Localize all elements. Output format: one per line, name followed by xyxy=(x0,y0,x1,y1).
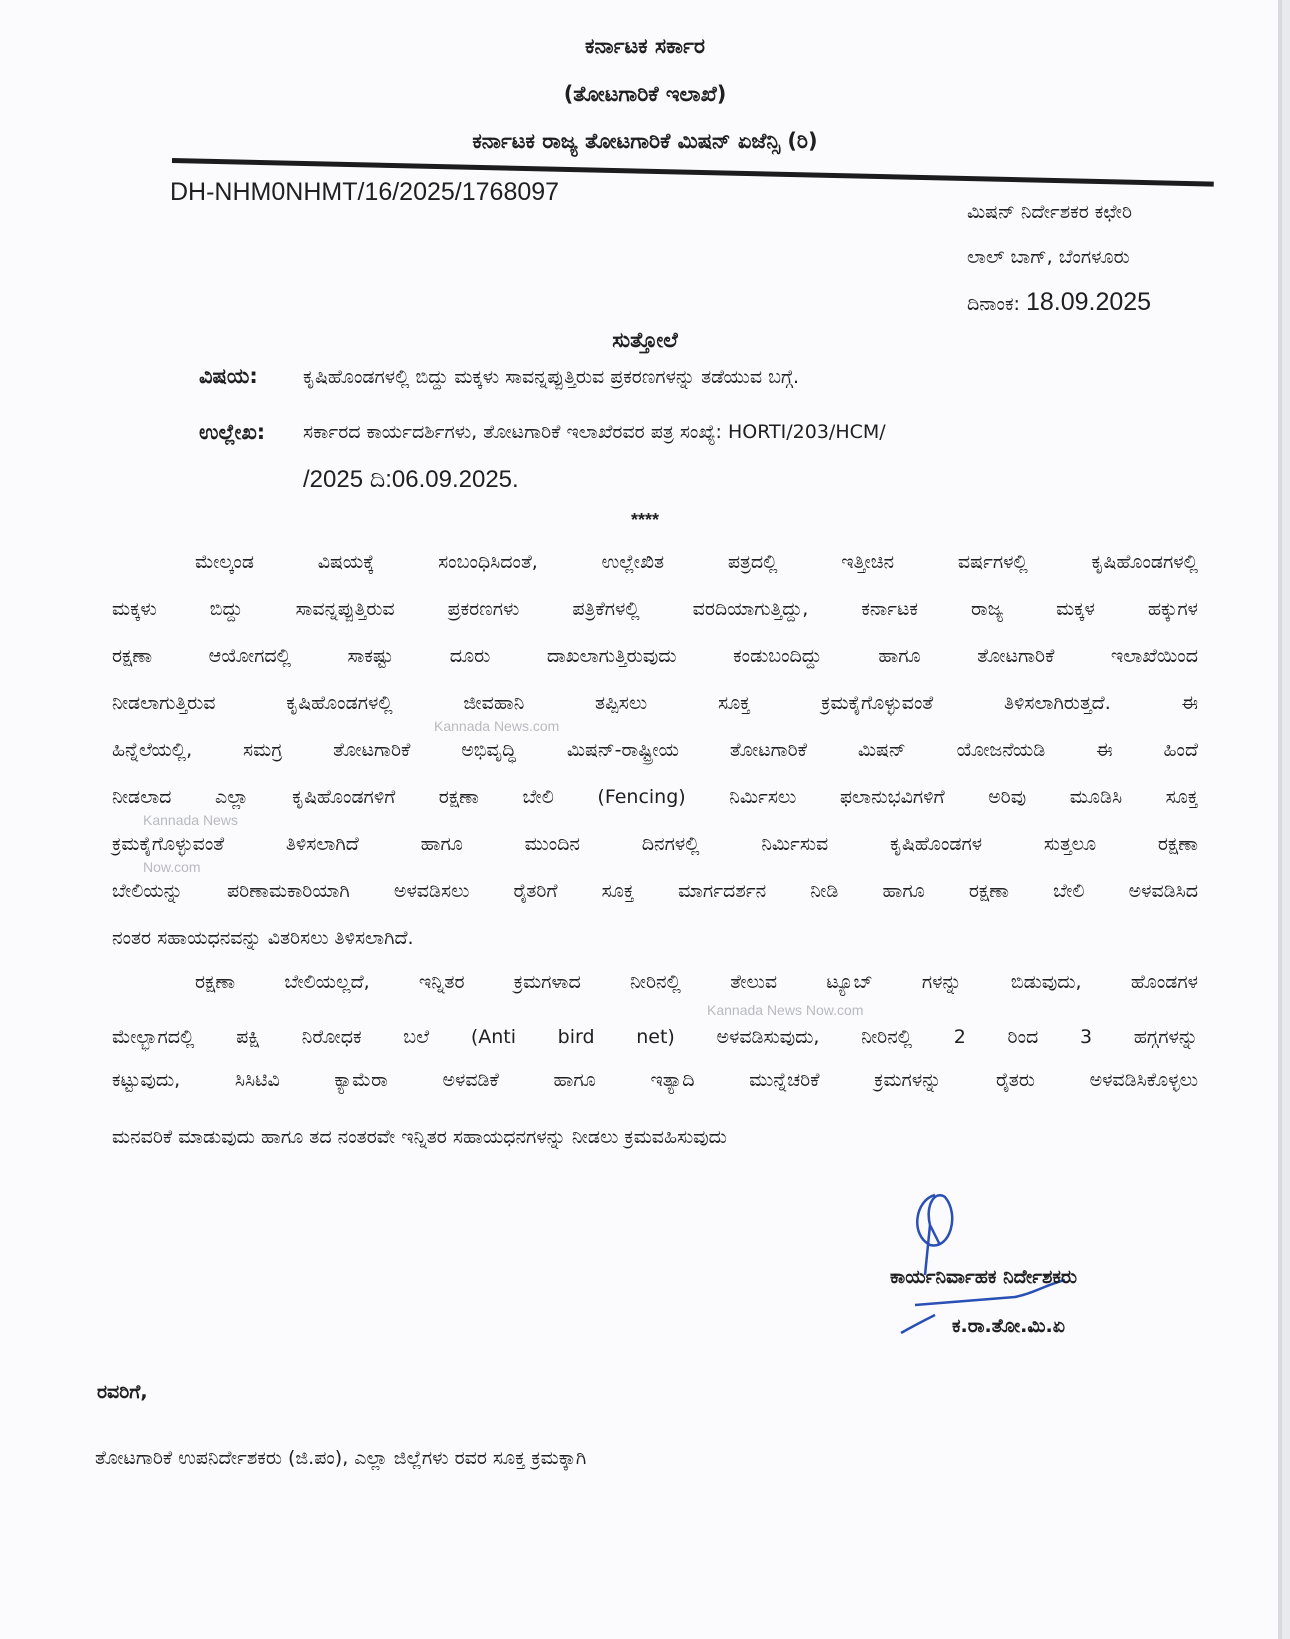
paragraph-line: ರಕ್ಷಣಾ ಆಯೋಗದಲ್ಲಿ ಸಾಕಷ್ಟು ದೂರು ದಾಖಲಾಗುತ್ತಿರುವುದು ಕಂಡುಬಂದಿದ್ದು ಹಾಗೂ ತೋಟಗಾರಿಕೆ ಇಲಾಖೆಯಿಂದ xyxy=(112,645,1198,667)
reference-number: DH-NHM0NHMT/16/2025/1768097 xyxy=(170,178,560,206)
paragraph-line: ನೀಡಲಾದ ಎಲ್ಲಾ ಕೃಷಿಹೊಂಡಗಳಿಗೆ ರಕ್ಷಣಾ ಬೇಲಿ (Fencing) ನಿರ್ಮಿಸಲು ಫಲಾನುಭವಿಗಳಿಗೆ ಅರಿವು ಮೂಡಿಸಿ ಸೂಕ್ತ xyxy=(112,786,1198,808)
paragraph-line: ಮಕ್ಕಳು ಬಿದ್ದು ಸಾವನ್ನಪ್ಪುತ್ತಿರುವ ಪ್ರಕರಣಗಳು ಪತ್ರಿಕೆಗಳಲ್ಲಿ ವರದಿಯಾಗುತ್ತಿದ್ದು, ಕರ್ನಾಟಕ ರಾಜ್ಯ ಮಕ್ಕಳ ಹಕ್ಕುಗಳ xyxy=(112,598,1198,620)
reference-text-line2: /2025 ದಿ:06.09.2025. xyxy=(303,466,519,493)
watermark: Kannada News.com xyxy=(434,718,560,734)
paragraph-line: ಹಿನ್ನೆಲೆಯಲ್ಲಿ, ಸಮಗ್ರ ತೋಟಗಾರಿಕೆ ಅಭಿವೃದ್ಧಿ ಮಿಷನ್-ರಾಷ್ಟ್ರೀಯ ತೋಟಗಾರಿಕೆ ಮಿಷನ್ ಯೋಜನೆಯಡಿ ಈ ಹಿಂದೆ xyxy=(112,739,1198,761)
header-department: (ತೋಟಗಾರಿಕೆ ಇಲಾಖೆ) xyxy=(563,82,727,106)
date-label: ದಿನಾಂಕ: xyxy=(967,293,1020,315)
date-line xyxy=(967,288,1151,318)
paragraph-line: ಕಟ್ಟುವುದು, ಸಿಸಿಟಿವಿ ಕ್ಯಾಮೆರಾ ಅಳವಡಿಕೆ ಹಾಗೂ ಇತ್ಯಾದಿ ಮುನ್ನೆಚರಿಕೆ ಕ್ರಮಗಳನ್ನು ರೈತರು ಅಳವಡಿಸಿಕೊಳ್ಳಲು xyxy=(112,1069,1198,1091)
to-label: ರವರಿಗೆ, xyxy=(97,1381,148,1403)
paragraph-line: ರಕ್ಷಣಾ ಬೇಲಿಯಲ್ಲದೆ, ಇನ್ನಿತರ ಕ್ರಮಗಳಾದ ನೀರಿನಲ್ಲಿ ತೇಲುವ ಟ್ಯೂಬ್ ಗಳನ್ನು ಬಿಡುವುದು, ಹೊಂಡಗಳ xyxy=(195,971,1198,993)
paragraph-line: ಕ್ರಮಕೈಗೊಳ್ಳುವಂತೆ ತಿಳಿಸಲಾಗಿದೆ ಹಾಗೂ ಮುಂದಿನ ದಿನಗಳಲ್ಲಿ ನಿರ್ಮಿಸುವ ಕೃಷಿಹೊಂಡಗಳ ಸುತ್ತಲೂ ರಕ್ಷಣಾ xyxy=(112,833,1198,855)
watermark: Now.com xyxy=(143,859,201,875)
office-name: ಮಿಷನ್ ನಿರ್ದೇಶಕರ ಕಛೇರಿ xyxy=(967,201,1133,223)
paragraph-line: ಬೇಲಿಯನ್ನು ಪರಿಣಾಮಕಾರಿಯಾಗಿ ಅಳವಡಿಸಲು ರೈತರಿಗೆ ಸೂಕ್ತ ಮಾರ್ಗದರ್ಶನ ನೀಡಿ ಹಾಗೂ ರಕ್ಷಣಾ ಬೇಲಿ ಅಳವಡಿಸಿದ xyxy=(112,880,1198,902)
signatory-designation: ಕಾರ್ಯನಿರ್ವಾಹಕ ನಿರ್ದೇಶಕರು xyxy=(890,1266,1078,1288)
separator: **** xyxy=(630,510,660,530)
paragraph-line: ಮೇಲ್ಕಂಡ ವಿಷಯಕ್ಕೆ ಸಂಬಂಧಿಸಿದಂತೆ, ಉಲ್ಲೇಖಿತ ಪತ್ರದಲ್ಲಿ ಇತ್ತೀಚಿನ ವರ್ಷಗಳಲ್ಲಿ ಕೃಷಿಹೊಂಡಗಳಲ್ಲಿ xyxy=(195,551,1198,573)
header-government: ಕರ್ನಾಟಕ ಸರ್ಕಾರ xyxy=(585,34,705,58)
date-value: 18.09.2025 xyxy=(1025,288,1152,316)
circular-title: ಸುತ್ತೋಲೆ xyxy=(612,328,678,352)
reference-text-line1: ಸರ್ಕಾರದ ಕಾರ್ಯದರ್ಶಿಗಳು, ತೋಟಗಾರಿಕೆ ಇಲಾಖೆರವರ ಪತ್ರ ಸಂಖ್ಯೆ: HORTI/203/HCM/ xyxy=(303,421,886,443)
reference-label: ಉಲ್ಲೇಖ: xyxy=(199,420,266,444)
header-agency: ಕರ್ನಾಟಕ ರಾಜ್ಯ ತೋಟಗಾರಿಕೆ ಮಿಷನ್ ಏಜೆನ್ಸಿ (ರಿ) xyxy=(472,129,818,153)
paragraph-line: ಮೇಲ್ಭಾಗದಲ್ಲಿ ಪಕ್ಷಿ ನಿರೋಧಕ ಬಲೆ (Anti bird net) ಅಳವಡಿಸುವುದು, ನೀರಿನಲ್ಲಿ 2 ರಿಂದ 3 ಹಗ್ಗಗಳನ್ನು xyxy=(112,1026,1198,1048)
office-address: ಲಾಲ್ ಬಾಗ್, ಬೆಂಗಳೂರು xyxy=(967,246,1130,268)
paragraph-line: ಮನವರಿಕೆ ಮಾಡುವುದು ಹಾಗೂ ತದ ನಂತರವೇ ಇನ್ನಿತರ ಸಹಾಯಧನಗಳನ್ನು ನೀಡಲು ಕ್ರಮವಹಿಸುವುದು xyxy=(112,1126,727,1148)
signatory-organisation: ಕ.ರಾ.ತೋ.ಮಿ.ಏ xyxy=(952,1315,1066,1337)
subject-text: ಕೃಷಿಹೊಂಡಗಳಲ್ಲಿ ಬಿದ್ದು ಮಕ್ಕಳು ಸಾವನ್ನಪ್ಪುತ್ತಿರುವ ಪ್ರಕರಣಗಳನ್ನು ತಡೆಯುವ ಬಗ್ಗೆ. xyxy=(303,366,800,388)
recipient: ತೋಟಗಾರಿಕೆ ಉಪನಿರ್ದೇಶಕರು (ಜಿ.ಪಂ), ಎಲ್ಲಾ ಜಿಲ್ಲೆಗಳು ರವರ ಸೂಕ್ತ ಕ್ರಮಕ್ಕಾಗಿ xyxy=(95,1447,587,1469)
watermark: Kannada News xyxy=(143,812,238,828)
subject-label: ವಿಷಯ: xyxy=(199,364,258,388)
paragraph-line: ನಂತರ ಸಹಾಯಧನವನ್ನು ವಿತರಿಸಲು ತಿಳಿಸಲಾಗಿದೆ. xyxy=(112,927,414,949)
paragraph-line: ನೀಡಲಾಗುತ್ತಿರುವ ಕೃಷಿಹೊಂಡಗಳಲ್ಲಿ ಜೀವಹಾನಿ ತಪ್ಪಿಸಲು ಸೂಕ್ತ ಕ್ರಮಕೈಗೊಳ್ಳುವಂತೆ ತಿಳಿಸಲಾಗಿರುತ್ತದೆ. ಈ xyxy=(112,692,1198,714)
watermark: Kannada News Now.com xyxy=(707,1002,864,1018)
